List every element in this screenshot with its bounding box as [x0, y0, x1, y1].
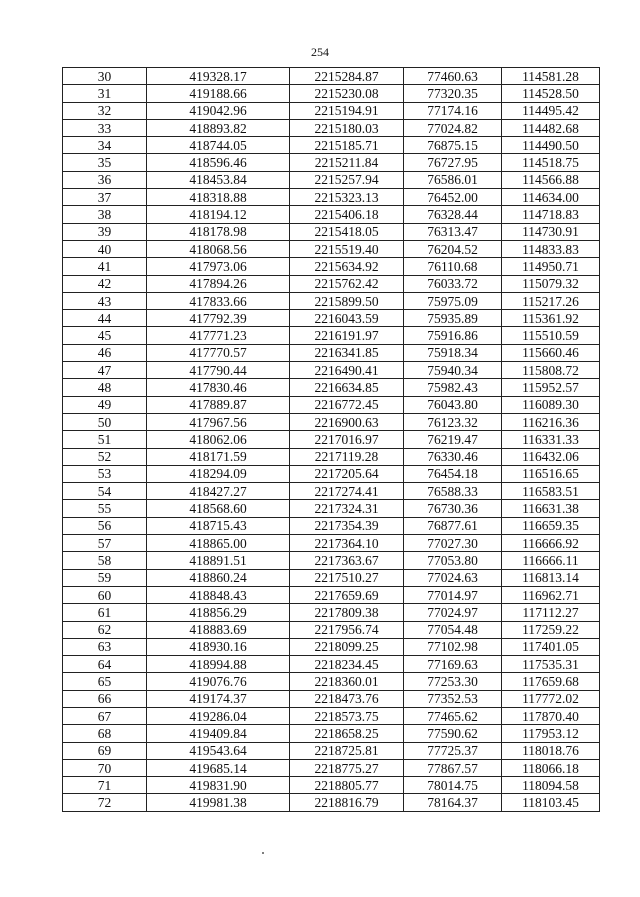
coord-d-cell: 114581.28	[502, 68, 600, 85]
coord-d-cell: 116432.06	[502, 448, 600, 465]
coord-a-cell: 419543.64	[147, 742, 290, 759]
coord-c-cell: 75935.89	[404, 310, 502, 327]
table-row	[63, 656, 600, 673]
table-row	[63, 68, 600, 85]
table-row	[63, 240, 600, 257]
table-row	[63, 586, 600, 603]
point-number-cell: 34	[63, 137, 147, 154]
coord-c-cell: 77054.48	[404, 621, 502, 638]
coord-a-cell: 417790.44	[147, 362, 290, 379]
coord-c-cell: 77014.97	[404, 586, 502, 603]
table-row	[63, 742, 600, 759]
coord-d-cell: 117772.02	[502, 690, 600, 707]
table-row	[63, 448, 600, 465]
coord-a-cell: 418865.00	[147, 535, 290, 552]
point-number-cell: 31	[63, 85, 147, 102]
coord-a-cell: 417770.57	[147, 344, 290, 361]
point-number-cell: 62	[63, 621, 147, 638]
table-row	[63, 206, 600, 223]
point-number-cell: 40	[63, 240, 147, 257]
coord-d-cell: 117259.22	[502, 621, 600, 638]
coord-d-cell: 117870.40	[502, 707, 600, 724]
coord-a-cell: 418930.16	[147, 638, 290, 655]
coord-a-cell: 418062.06	[147, 431, 290, 448]
point-number-cell: 42	[63, 275, 147, 292]
coord-d-cell: 114518.75	[502, 154, 600, 171]
point-number-cell: 67	[63, 707, 147, 724]
coord-c-cell: 77174.16	[404, 102, 502, 119]
coord-b-cell: 2215257.94	[290, 171, 404, 188]
coord-d-cell: 116659.35	[502, 517, 600, 534]
point-number-cell: 59	[63, 569, 147, 586]
coord-c-cell: 77460.63	[404, 68, 502, 85]
coord-b-cell: 2217809.38	[290, 604, 404, 621]
table-row	[63, 344, 600, 361]
coord-d-cell: 115510.59	[502, 327, 600, 344]
coord-a-cell: 419174.37	[147, 690, 290, 707]
table-row	[63, 396, 600, 413]
table-row	[63, 621, 600, 638]
coord-c-cell: 77465.62	[404, 707, 502, 724]
coord-d-cell: 114566.88	[502, 171, 600, 188]
table-row	[63, 465, 600, 482]
table-row	[63, 604, 600, 621]
coord-c-cell: 76586.01	[404, 171, 502, 188]
coord-a-cell: 417792.39	[147, 310, 290, 327]
point-number-cell: 47	[63, 362, 147, 379]
coord-a-cell: 418848.43	[147, 586, 290, 603]
coord-a-cell: 419042.96	[147, 102, 290, 119]
table-row	[63, 500, 600, 517]
coord-b-cell: 2218805.77	[290, 777, 404, 794]
point-number-cell: 55	[63, 500, 147, 517]
coord-a-cell: 418856.29	[147, 604, 290, 621]
coord-c-cell: 77024.63	[404, 569, 502, 586]
coord-b-cell: 2217354.39	[290, 517, 404, 534]
coord-d-cell: 114730.91	[502, 223, 600, 240]
point-number-cell: 71	[63, 777, 147, 794]
table-row	[63, 673, 600, 690]
table-row	[63, 310, 600, 327]
table-row	[63, 725, 600, 742]
coordinates-table	[62, 67, 600, 812]
coord-c-cell: 77725.37	[404, 742, 502, 759]
table-row	[63, 327, 600, 344]
coord-d-cell: 114833.83	[502, 240, 600, 257]
coord-d-cell: 118103.45	[502, 794, 600, 811]
table-row	[63, 759, 600, 776]
coord-d-cell: 116631.38	[502, 500, 600, 517]
coord-b-cell: 2217510.27	[290, 569, 404, 586]
point-number-cell: 33	[63, 119, 147, 136]
coord-a-cell: 418883.69	[147, 621, 290, 638]
coord-c-cell: 78164.37	[404, 794, 502, 811]
coord-b-cell: 2218658.25	[290, 725, 404, 742]
point-number-cell: 53	[63, 465, 147, 482]
point-number-cell: 39	[63, 223, 147, 240]
coord-c-cell: 76110.68	[404, 258, 502, 275]
table-body	[63, 68, 600, 812]
coord-d-cell: 116813.14	[502, 569, 600, 586]
coord-d-cell: 116962.71	[502, 586, 600, 603]
table-row	[63, 102, 600, 119]
coord-a-cell: 419076.76	[147, 673, 290, 690]
point-number-cell: 30	[63, 68, 147, 85]
coord-d-cell: 114495.42	[502, 102, 600, 119]
coord-a-cell: 418194.12	[147, 206, 290, 223]
point-number-cell: 49	[63, 396, 147, 413]
coord-d-cell: 114482.68	[502, 119, 600, 136]
coord-b-cell: 2215194.91	[290, 102, 404, 119]
table-row	[63, 552, 600, 569]
point-number-cell: 58	[63, 552, 147, 569]
coord-c-cell: 77352.53	[404, 690, 502, 707]
coord-a-cell: 419981.38	[147, 794, 290, 811]
coord-d-cell: 117659.68	[502, 673, 600, 690]
coord-b-cell: 2216634.85	[290, 379, 404, 396]
coord-a-cell: 418715.43	[147, 517, 290, 534]
coord-b-cell: 2216490.41	[290, 362, 404, 379]
coord-b-cell: 2218360.01	[290, 673, 404, 690]
coord-d-cell: 116516.65	[502, 465, 600, 482]
table-row	[63, 413, 600, 430]
coord-c-cell: 76123.32	[404, 413, 502, 430]
coord-c-cell: 76328.44	[404, 206, 502, 223]
coord-a-cell: 418744.05	[147, 137, 290, 154]
coord-b-cell: 2217364.10	[290, 535, 404, 552]
coord-c-cell: 76454.18	[404, 465, 502, 482]
coord-c-cell: 75918.34	[404, 344, 502, 361]
coord-d-cell: 116331.33	[502, 431, 600, 448]
table-row	[63, 517, 600, 534]
coord-b-cell: 2218573.75	[290, 707, 404, 724]
table-row	[63, 483, 600, 500]
point-number-cell: 65	[63, 673, 147, 690]
coord-a-cell: 418453.84	[147, 171, 290, 188]
table-row	[63, 794, 600, 811]
point-number-cell: 69	[63, 742, 147, 759]
coord-a-cell: 417833.66	[147, 292, 290, 309]
coord-b-cell: 2217659.69	[290, 586, 404, 603]
table-row	[63, 154, 600, 171]
coord-c-cell: 75916.86	[404, 327, 502, 344]
coord-c-cell: 76219.47	[404, 431, 502, 448]
coord-c-cell: 76204.52	[404, 240, 502, 257]
coord-b-cell: 2216191.97	[290, 327, 404, 344]
point-number-cell: 61	[63, 604, 147, 621]
point-number-cell: 54	[63, 483, 147, 500]
coord-d-cell: 114634.00	[502, 189, 600, 206]
point-number-cell: 32	[63, 102, 147, 119]
coord-d-cell: 115952.57	[502, 379, 600, 396]
coord-c-cell: 78014.75	[404, 777, 502, 794]
coord-d-cell: 114718.83	[502, 206, 600, 223]
coord-c-cell: 77102.98	[404, 638, 502, 655]
scan-speck	[262, 852, 264, 854]
coord-c-cell: 76588.33	[404, 483, 502, 500]
coord-c-cell: 76033.72	[404, 275, 502, 292]
point-number-cell: 46	[63, 344, 147, 361]
coord-c-cell: 77053.80	[404, 552, 502, 569]
coord-a-cell: 418294.09	[147, 465, 290, 482]
coord-b-cell: 2215230.08	[290, 85, 404, 102]
point-number-cell: 68	[63, 725, 147, 742]
coord-a-cell: 418178.98	[147, 223, 290, 240]
coord-b-cell: 2218725.81	[290, 742, 404, 759]
point-number-cell: 52	[63, 448, 147, 465]
coord-d-cell: 116216.36	[502, 413, 600, 430]
coord-c-cell: 76727.95	[404, 154, 502, 171]
table-row	[63, 189, 600, 206]
coord-b-cell: 2215899.50	[290, 292, 404, 309]
coord-a-cell: 419831.90	[147, 777, 290, 794]
coord-a-cell: 418893.82	[147, 119, 290, 136]
coord-b-cell: 2217274.41	[290, 483, 404, 500]
coord-b-cell: 2215762.42	[290, 275, 404, 292]
coord-c-cell: 76043.80	[404, 396, 502, 413]
table-row	[63, 223, 600, 240]
coord-a-cell: 418318.88	[147, 189, 290, 206]
coord-a-cell: 418994.88	[147, 656, 290, 673]
coord-c-cell: 75975.09	[404, 292, 502, 309]
coord-a-cell: 418860.24	[147, 569, 290, 586]
point-number-cell: 43	[63, 292, 147, 309]
coord-a-cell: 419328.17	[147, 68, 290, 85]
table-row	[63, 258, 600, 275]
coord-d-cell: 117112.27	[502, 604, 600, 621]
coord-b-cell: 2215634.92	[290, 258, 404, 275]
table-row	[63, 292, 600, 309]
coord-d-cell: 115217.26	[502, 292, 600, 309]
coord-b-cell: 2218816.79	[290, 794, 404, 811]
coord-c-cell: 77024.97	[404, 604, 502, 621]
coord-b-cell: 2217205.64	[290, 465, 404, 482]
table-row	[63, 569, 600, 586]
coord-b-cell: 2215185.71	[290, 137, 404, 154]
coord-c-cell: 77590.62	[404, 725, 502, 742]
coord-c-cell: 76730.36	[404, 500, 502, 517]
coord-b-cell: 2215211.84	[290, 154, 404, 171]
coord-c-cell: 77253.30	[404, 673, 502, 690]
point-number-cell: 45	[63, 327, 147, 344]
coord-b-cell: 2215284.87	[290, 68, 404, 85]
point-number-cell: 48	[63, 379, 147, 396]
table-row	[63, 638, 600, 655]
table-row	[63, 431, 600, 448]
coord-a-cell: 417771.23	[147, 327, 290, 344]
point-number-cell: 64	[63, 656, 147, 673]
table-row	[63, 85, 600, 102]
table-row	[63, 119, 600, 136]
coord-c-cell: 77169.63	[404, 656, 502, 673]
coord-b-cell: 2216043.59	[290, 310, 404, 327]
coord-c-cell: 76313.47	[404, 223, 502, 240]
point-number-cell: 56	[63, 517, 147, 534]
coord-d-cell: 118094.58	[502, 777, 600, 794]
coord-b-cell: 2217956.74	[290, 621, 404, 638]
coord-d-cell: 116089.30	[502, 396, 600, 413]
coord-b-cell: 2217119.28	[290, 448, 404, 465]
coord-d-cell: 116666.92	[502, 535, 600, 552]
table-row	[63, 275, 600, 292]
coord-c-cell: 77027.30	[404, 535, 502, 552]
coord-a-cell: 418596.46	[147, 154, 290, 171]
coord-b-cell: 2215323.13	[290, 189, 404, 206]
coord-c-cell: 77024.82	[404, 119, 502, 136]
coord-d-cell: 118018.76	[502, 742, 600, 759]
table-row	[63, 379, 600, 396]
coord-a-cell: 417973.06	[147, 258, 290, 275]
coord-d-cell: 115079.32	[502, 275, 600, 292]
coord-a-cell: 419286.04	[147, 707, 290, 724]
coord-b-cell: 2218775.27	[290, 759, 404, 776]
point-number-cell: 50	[63, 413, 147, 430]
coord-d-cell: 114490.50	[502, 137, 600, 154]
coord-d-cell: 117535.31	[502, 656, 600, 673]
coord-d-cell: 114528.50	[502, 85, 600, 102]
table-row	[63, 535, 600, 552]
coord-a-cell: 418568.60	[147, 500, 290, 517]
point-number-cell: 38	[63, 206, 147, 223]
point-number-cell: 66	[63, 690, 147, 707]
table-row	[63, 690, 600, 707]
page-number: 254	[311, 45, 329, 59]
coord-b-cell: 2216900.63	[290, 413, 404, 430]
point-number-cell: 57	[63, 535, 147, 552]
point-number-cell: 60	[63, 586, 147, 603]
table-row	[63, 137, 600, 154]
coord-c-cell: 76875.15	[404, 137, 502, 154]
point-number-cell: 51	[63, 431, 147, 448]
coord-c-cell: 77867.57	[404, 759, 502, 776]
coord-d-cell: 116583.51	[502, 483, 600, 500]
coord-d-cell: 115361.92	[502, 310, 600, 327]
coord-a-cell: 418891.51	[147, 552, 290, 569]
coord-a-cell: 418427.27	[147, 483, 290, 500]
table-row	[63, 777, 600, 794]
coord-b-cell: 2216341.85	[290, 344, 404, 361]
coord-d-cell: 115660.46	[502, 344, 600, 361]
coord-c-cell: 76330.46	[404, 448, 502, 465]
coord-b-cell: 2215406.18	[290, 206, 404, 223]
coord-a-cell: 419409.84	[147, 725, 290, 742]
coord-b-cell: 2217016.97	[290, 431, 404, 448]
point-number-cell: 70	[63, 759, 147, 776]
coord-a-cell: 418171.59	[147, 448, 290, 465]
coord-d-cell: 118066.18	[502, 759, 600, 776]
coord-b-cell: 2217363.67	[290, 552, 404, 569]
table-row	[63, 707, 600, 724]
coord-a-cell: 419188.66	[147, 85, 290, 102]
coord-c-cell: 75940.34	[404, 362, 502, 379]
coordinates-table-container	[62, 67, 599, 812]
coord-b-cell: 2215180.03	[290, 119, 404, 136]
coord-a-cell: 417830.46	[147, 379, 290, 396]
coord-a-cell: 417894.26	[147, 275, 290, 292]
point-number-cell: 72	[63, 794, 147, 811]
coord-d-cell: 117953.12	[502, 725, 600, 742]
coord-d-cell: 116666.11	[502, 552, 600, 569]
coord-b-cell: 2218473.76	[290, 690, 404, 707]
table-row	[63, 171, 600, 188]
point-number-cell: 36	[63, 171, 147, 188]
coord-b-cell: 2215519.40	[290, 240, 404, 257]
coord-a-cell: 418068.56	[147, 240, 290, 257]
coord-d-cell: 114950.71	[502, 258, 600, 275]
coord-b-cell: 2217324.31	[290, 500, 404, 517]
coord-b-cell: 2218099.25	[290, 638, 404, 655]
coord-a-cell: 419685.14	[147, 759, 290, 776]
coord-b-cell: 2218234.45	[290, 656, 404, 673]
point-number-cell: 37	[63, 189, 147, 206]
point-number-cell: 41	[63, 258, 147, 275]
table-row	[63, 362, 600, 379]
point-number-cell: 35	[63, 154, 147, 171]
coord-c-cell: 76452.00	[404, 189, 502, 206]
point-number-cell: 63	[63, 638, 147, 655]
coord-c-cell: 75982.43	[404, 379, 502, 396]
coord-d-cell: 115808.72	[502, 362, 600, 379]
point-number-cell: 44	[63, 310, 147, 327]
coord-b-cell: 2215418.05	[290, 223, 404, 240]
coord-a-cell: 417967.56	[147, 413, 290, 430]
coord-c-cell: 76877.61	[404, 517, 502, 534]
coord-a-cell: 417889.87	[147, 396, 290, 413]
coord-b-cell: 2216772.45	[290, 396, 404, 413]
coord-c-cell: 77320.35	[404, 85, 502, 102]
coord-d-cell: 117401.05	[502, 638, 600, 655]
